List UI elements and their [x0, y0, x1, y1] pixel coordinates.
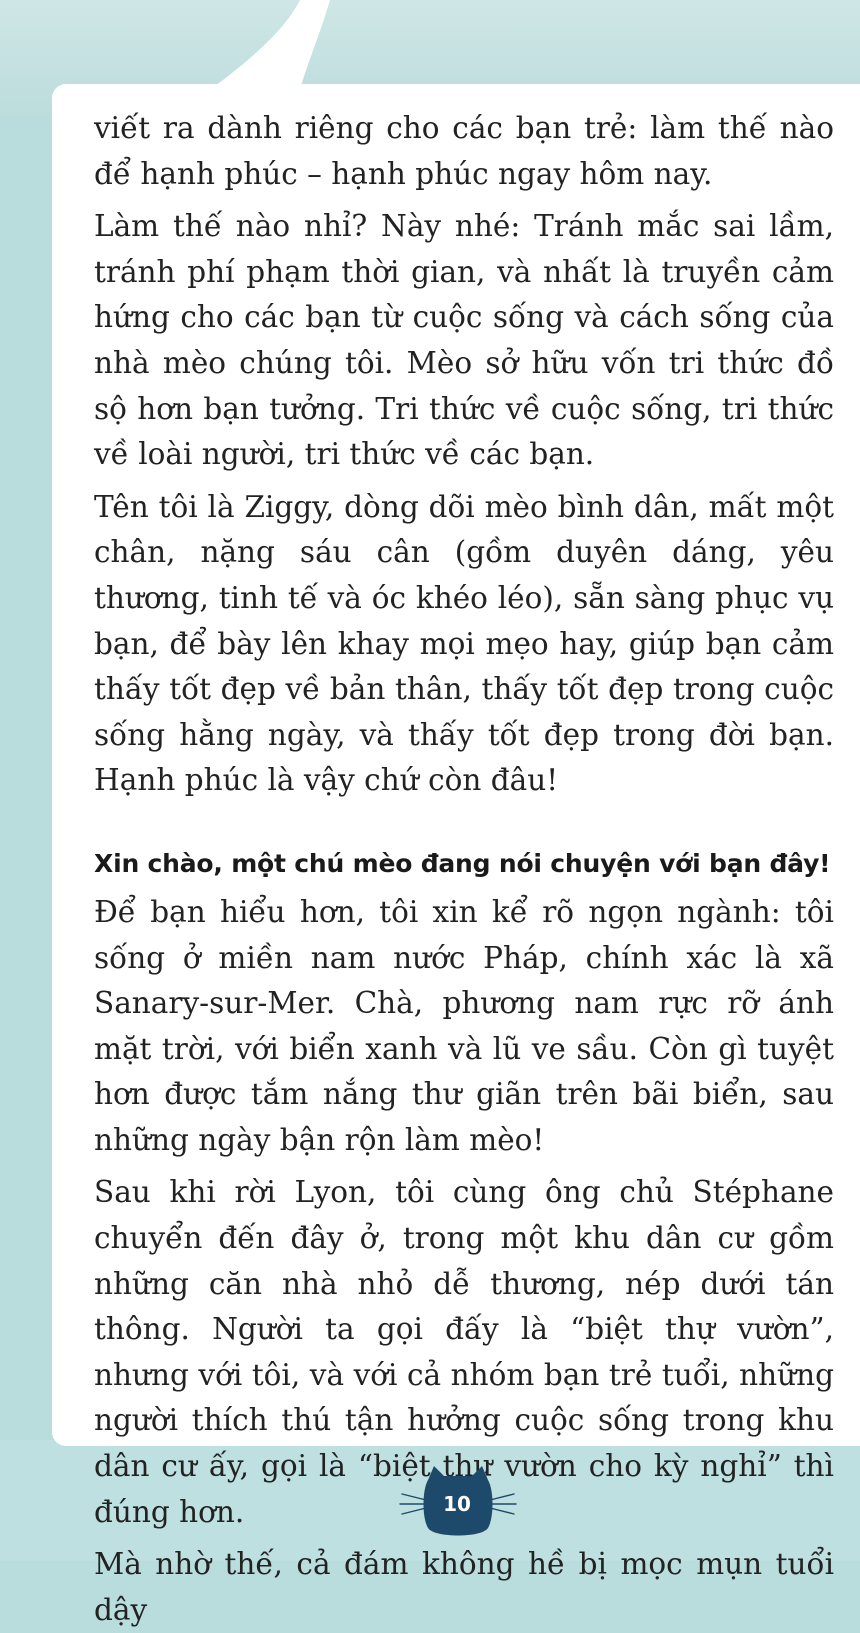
paragraph-5: Sau khi rời Lyon, tôi cùng ông chủ Stéphane chuyển đến đây ở, trong một khu dân cư gồm những căn nhà nhỏ dễ thương, nép dưới tán thông. Người ta gọi đấy là “biệt thự vườn”, nhưng với tôi, và với cả nhóm bạn trẻ tuổi, những người thích thú tận hưởng cuộc sống trong khu dân cư ấy, gọi là “biệt thự vườn cho kỳ nghỉ” thì đúng hơn.: [94, 1175, 834, 1529]
paragraph-3: Tên tôi là Ziggy, dòng dõi mèo bình dân, mất một chân, nặng sáu cân (gồm duyên dáng, yêu thương, tinh tế và óc khéo léo), sẵn sàng phục vụ bạn, để bày lên khay mọi mẹo hay, giúp bạn cảm thấy tốt đẹp về bản thân, thấy tốt đẹp trong cuộc sống hằng ngày, và thấy tốt đẹp trong đời bạn. Hạnh phúc là vậy chứ còn đâu!: [94, 489, 834, 798]
paragraph-1: viết ra dành riêng cho các bạn trẻ: làm thế nào để hạnh phúc – hạnh phúc ngay hôm nay.: [94, 111, 834, 191]
page-content: [94, 106, 834, 1633]
paragraph-2: Làm thế nào nhỉ? Này nhé: Tránh mắc sai lầm, tránh phí phạm thời gian, và nhất là truyền cảm hứng cho các bạn từ cuộc sống và cách sống của nhà mèo chúng tôi. Mèo sở hữu vốn tri thức đồ sộ hơn bạn tưởng. Tri thức về cuộc sống, tri thức về loài người, tri thức về các bạn.: [94, 209, 834, 472]
section-heading: Xin chào, một chú mèo đang nói chuyện với bạn đây!: [94, 848, 831, 878]
paragraph-6: Mà nhờ thế, cả đám không hề bị mọc mụn tuổi dậy: [94, 1547, 834, 1627]
page-footer: [0, 1462, 860, 1542]
paragraph-4: Để bạn hiểu hơn, tôi xin kể rõ ngọn ngành: tôi sống ở miền nam nước Pháp, chính xác là xã Sanary-sur-Mer. Chà, phương nam rực rỡ ánh mặt trời, với biển xanh và lũ ve sầu. Còn gì tuyệt hơn được tắm nắng thư giãn trên bãi biển, sau những ngày bận rộn làm mèo!: [94, 894, 834, 1157]
page-number: 10: [443, 1492, 471, 1516]
